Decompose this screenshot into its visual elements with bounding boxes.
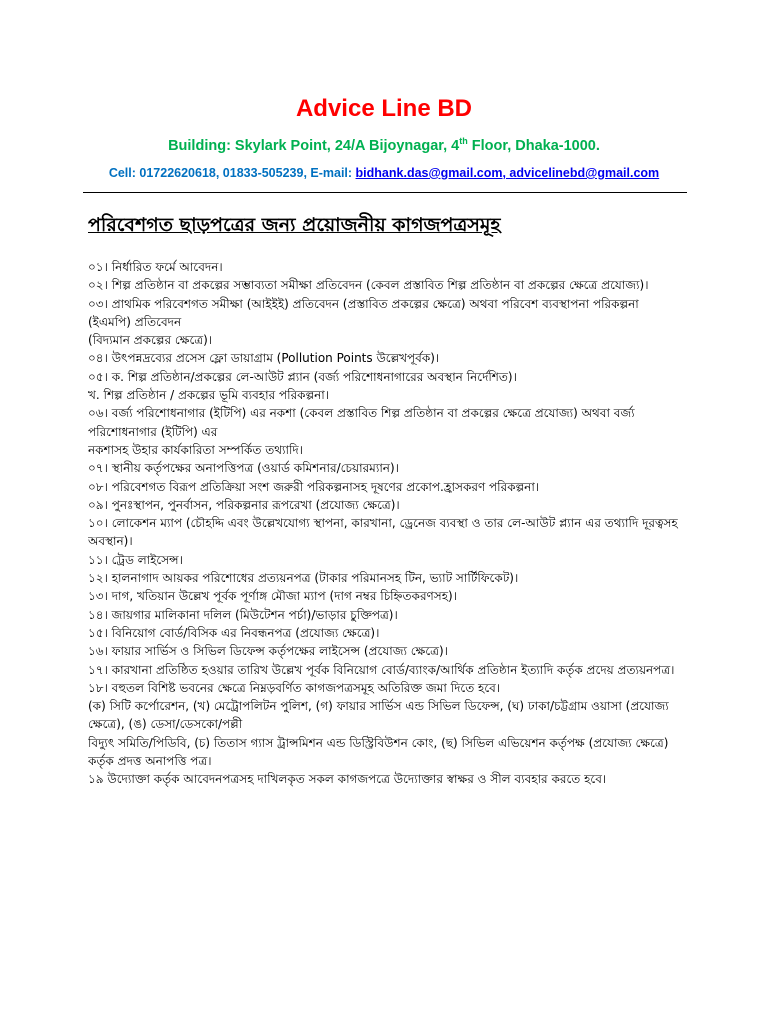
company-name: Advice Line BD — [295, 95, 473, 122]
contact-line — [0, 163, 768, 183]
list-line: ১১। ট্রেড লাইসেন্স। — [88, 552, 183, 567]
list-line: ১৯ উদ্যোক্তা কর্তৃক আবেদনপত্রসহ দাখিলকৃত সকল কাগজপত্রে উদ্যোক্তার স্বাক্ষর ও সীল ব্যবহার করতে হবে। — [88, 772, 607, 787]
list-line: ১৪। জায়গার মালিকানা দলিল (মিউটেশন পর্চা)/ভাড়ার চুক্তিপত্র)। — [88, 607, 398, 622]
contact-phones: Cell: 01722620618, 01833-505239, E-mail: — [108, 165, 356, 180]
list-line: ০৫। ক. শিল্প প্রতিষ্ঠান/প্রকল্পের লে-আউট প্ল্যান (বর্জ্য পরিশোধনাগারের অবস্থান নির্দেশিত)। — [88, 369, 517, 384]
list-line: নকশাসহ উহার কার্যকারিতা সম্পর্কিত তথ্যাদি। — [88, 442, 303, 457]
list-line: ০৪। উৎপন্নদ্রব্যের প্রসেস ফ্লো ডায়াগ্রাম (Pollution Points উল্লেখপূর্বক)। — [88, 351, 440, 366]
list-line: ০৬। বর্জ্য পরিশোধনাগার (ইটিপি) এর নকশা (কেবল প্রস্তাবিত শিল্প প্রতিষ্ঠান বা প্রকল্পের ক্ষেত্রে প্রযোজ্য) অথবা বর্জ্য — [88, 406, 635, 421]
list-line: ১৫। বিনিয়োগ বোর্ড/বিসিক এর নিবন্ধনপত্র (প্রযোজ্য ক্ষেত্রে)। — [88, 625, 380, 640]
email-links[interactable]: bidhank.das@gmail.com, advicelinebd@gmail.com — [355, 165, 660, 180]
list-line: ক্ষেত্রে), (ঙ) ডেসা/ডেসকো/পল্লী — [88, 717, 243, 732]
list-line: ০১। নির্ধারিত ফর্মে আবেদন। — [88, 260, 223, 274]
requirements-list — [88, 258, 688, 789]
letterhead — [0, 92, 768, 183]
list-line: খ. শিল্প প্রতিষ্ঠান / প্রকল্পের ভূমি ব্যবহার পরিকল্পনা। — [88, 388, 330, 403]
list-line: ০৯। পুনঃস্থাপন, পুনর্বাসন, পরিকল্পনার রূপরেখা (প্রযোজ্য ক্ষেত্রে)। — [88, 497, 400, 512]
list-line: ১৬। ফায়ার সার্ভিস ও সিভিল ডিফেন্স কর্তৃপক্ষের লাইসেন্স (প্রযোজ্য ক্ষেত্রে)। — [88, 644, 448, 659]
list-line: ১৩। দাগ, খতিয়ান উল্লেখ পূর্বক পূর্ণাঙ্গ মৌজা ম্যাপ (দাগ নম্বর চিহ্নিতকরণসহ)। — [88, 589, 458, 604]
header-divider — [83, 192, 687, 193]
list-line: অবস্থান)। — [88, 534, 133, 549]
company-address — [0, 130, 768, 157]
list-line: বিদ্যুৎ সমিতি/পিডিবি, (চ) তিতাস গ্যাস ট্রান্সমিশন এন্ড ডিস্ট্রিবিউশন কোং, (ছ) সিভিল এভিয়েশন কর্তৃপক্ষ (প্রযোজ্য ক্ষেত্রে) — [88, 735, 669, 750]
list-line: ১৮। বহুতল বিশিষ্ট ভবনের ক্ষেত্রে নিম্নড়বর্ণিত কাগজপত্রসমূহ অতিরিক্ত জমা দিতে হবে। — [88, 680, 501, 695]
list-line: ১৭। কারখানা প্রতিষ্ঠিত হওয়ার তারিখ উল্লেখ পূর্বক বিনিয়োগ বোর্ড/ব্যাংক/আর্থিক প্রতিষ্ঠান ইত্যাদি কর্তৃক প্রদেয় প্রত্যয়নপত্র। — [88, 662, 675, 677]
list-line: ০৭। স্থানীয় কর্তৃপক্ষের অনাপত্তিপত্র (ওয়ার্ড কমিশনার/চেয়ারম্যান)। — [88, 461, 399, 476]
list-line: ০৮। পরিবেশগত বিরূপ প্রতিক্রিয়া সংশ জরুরী পরিকল্পনাসহ দূষণের প্রকোপ.হ্রাসকরণ পরিকল্পনা। — [88, 479, 540, 494]
list-line: ১০। লোকেশন ম্যাপ (চৌহদ্দি এবং উল্লেখযোগ্য স্থাপনা, কারখানা, ড্রেনেজ ব্যবস্থা ও তার লে-আউট প্ল্যান এর তথ্যাদি দূরত্বসহ — [88, 516, 678, 531]
address-superscript: th — [459, 136, 468, 146]
document-title: পরিবেশগত ছাড়পত্রের জন্য প্রয়োজনীয় কাগজপত্রসমূহ — [88, 214, 501, 236]
address-main: Building: Skylark Point, 24/A Bijoynagar, 4 — [168, 137, 460, 154]
list-line: পরিশোধনাগার (ইটিপি) এর — [88, 424, 218, 439]
list-line: কর্তৃক প্রদত্ত অনাপত্তি পত্র। — [88, 754, 212, 769]
list-line: ১২। হালনাগাদ আয়কর পরিশোধের প্রত্যয়নপত্র (টাকার পরিমানসহ টিন, ভ্যাট সার্টিফিকেট)। — [88, 571, 519, 586]
list-line: ০২। শিল্প প্রতিষ্ঠান বা প্রকল্পের সম্ভাব্যতা সমীক্ষা প্রতিবেদন (কেবল প্রস্তাবিত শিল্প প্রতিষ্ঠান বা প্রকল্পের ক্ষেত্রে প্রযোজ্য)। — [88, 278, 649, 293]
list-line: (ইএমপি) প্রতিবেদন — [88, 314, 182, 329]
list-line: ০৩। প্রাথমিক পরিবেশগত সমীক্ষা (আইইই) প্রতিবেদন (প্রস্তাবিত প্রকল্পের ক্ষেত্রে) অথবা পরিবেশ ব্যবস্থাপনা পরিকল্পনা — [88, 296, 639, 311]
list-line: (বিদ্যমান প্রকল্পের ক্ষেত্রে)। — [88, 333, 213, 348]
list-line: (ক) সিটি কর্পোরেশন, (খ) মেট্রোপলিটন পুলিশ, (গ) ফায়ার সার্ভিস এন্ড সিভিল ডিফেন্স, (ঘ) ঢাকা/চট্টগ্রাম ওয়াসা (প্রযোজ্য — [88, 699, 669, 714]
address-tail: Floor, Dhaka-1000. — [467, 137, 600, 154]
